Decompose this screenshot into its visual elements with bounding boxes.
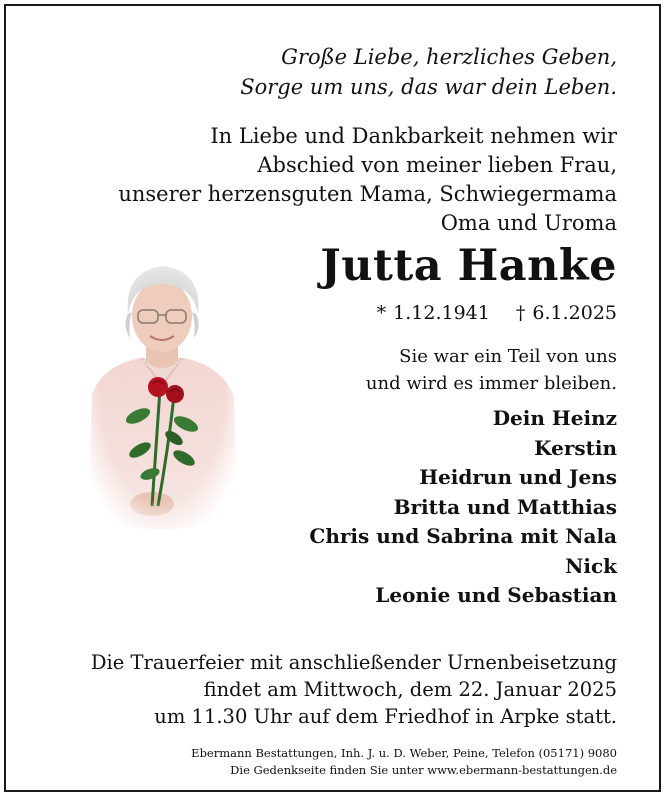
death-date: † 6.1.2025 <box>515 302 617 324</box>
motto-line: Sorge um uns, das war dein Leben. <box>240 75 617 99</box>
family-signatures <box>309 404 617 611</box>
family-member: Chris und Sabrina mit Nala <box>309 524 617 548</box>
family-member: Dein Heinz <box>492 406 617 430</box>
funeral-home-contact: Ebermann Bestattungen, Inh. J. u. D. Weber, Peine, Telefon (05171) 9080 <box>191 746 617 760</box>
motto-verse <box>240 42 617 102</box>
intro-line: Abschied von meiner lieben Frau, <box>257 153 617 177</box>
family-member: Leonie und Sebastian <box>375 583 617 607</box>
quote-line: und wird es immer bleiben. <box>365 373 617 394</box>
intro-line: Oma und Uroma <box>440 211 617 235</box>
portrait-photo <box>82 254 242 539</box>
ceremony-line: Die Trauerfeier mit anschließender Urnenbeisetzung <box>90 651 617 674</box>
ceremony-line: um 11.30 Uhr auf dem Friedhof in Arpke statt. <box>154 705 617 728</box>
intro-text <box>118 122 617 238</box>
intro-line: unserer herzensguten Mama, Schwiegermama <box>118 182 617 206</box>
intro-line: In Liebe und Dankbarkeit nehmen wir <box>210 124 617 148</box>
motto-line: Große Liebe, herzliches Geben, <box>281 45 617 69</box>
birth-date: * 1.12.1941 <box>376 302 490 324</box>
ceremony-info <box>91 649 617 730</box>
family-member: Britta und Matthias <box>393 494 617 519</box>
family-member: Nick <box>565 553 617 578</box>
quote-line: Sie war ein Teil von uns <box>399 346 617 367</box>
life-dates <box>377 299 617 327</box>
family-member: Kerstin <box>534 435 617 460</box>
memorial-page-link: Die Gedenkseite finden Sie unter www.ebermann-bestattungen.de <box>230 763 617 777</box>
family-member: Heidrun und Jens <box>419 465 617 489</box>
deceased-name: Jutta Hanke <box>320 241 617 291</box>
funeral-home-footer <box>191 745 617 779</box>
remembrance-quote <box>366 343 617 397</box>
obituary-frame <box>4 4 661 792</box>
ceremony-line: findet am Mittwoch, dem 22. Januar 2025 <box>203 678 617 701</box>
